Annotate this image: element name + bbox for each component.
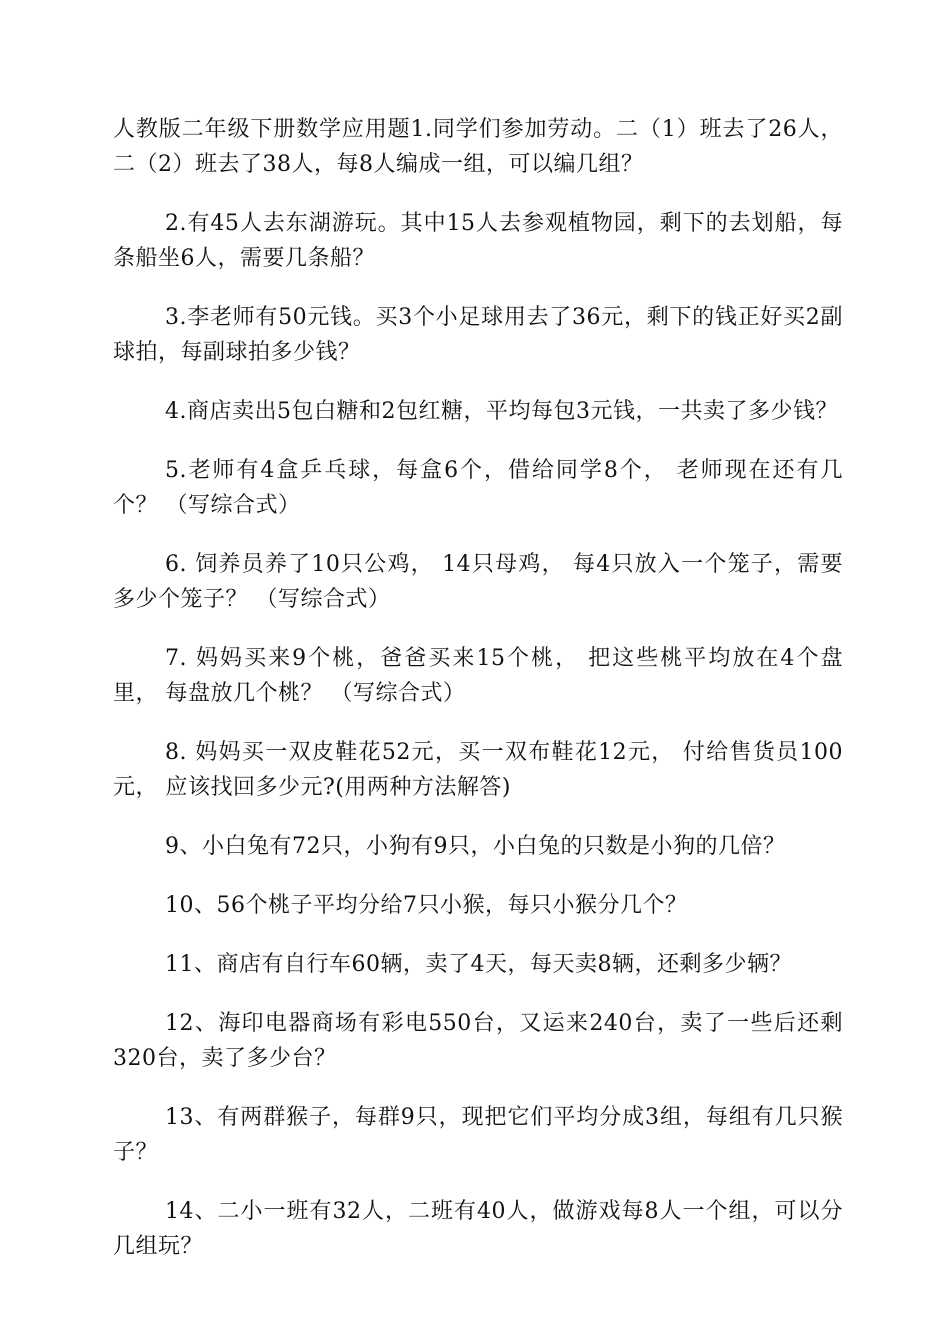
document-body [113, 112, 843, 1288]
problem-4: 4.商店卖出5包白糖和2包红糖，平均每包3元钱，一共卖了多少钱？ [165, 399, 838, 424]
problem-8: 8. 妈妈买一双皮鞋花52元，买一双布鞋花12元， 付给售货员100元， 应该找回多少元?(用两种方法解答) [113, 740, 843, 800]
problem-5: 5.老师有4盒乒乓球，每盒6个，借给同学8个， 老师现在还有几个？ （写综合式） [113, 458, 843, 518]
problem-3: 3.李老师有50元钱。买3个小足球用去了36元，剩下的钱正好买2副球拍，每副球拍多少钱？ [113, 305, 843, 365]
problem-11: 11、商店有自行车60辆，卖了4天，每天卖8辆，还剩多少辆？ [165, 952, 792, 977]
title-and-problem-1: 人教版二年级下册数学应用题1.同学们参加劳动。二（1）班去了26人，二（2）班去了38人，每8人编成一组，可以编几组？ [113, 117, 843, 177]
problem-2: 2.有45人去东湖游玩。其中15人去参观植物园，剩下的去划船，每条船坐6人，需要几条船？ [113, 211, 843, 271]
problem-9: 9、小白兔有72只，小狗有9只，小白兔的只数是小狗的几倍？ [165, 834, 786, 859]
problem-7: 7. 妈妈买来9个桃，爸爸买来15个桃， 把这些桃平均放在4个盘里， 每盘放几个桃？ （写综合式） [113, 646, 843, 706]
problem-12: 12、海印电器商场有彩电550台，又运来240台，卖了一些后还剩320台，卖了多少台？ [113, 1011, 843, 1071]
problem-13: 13、有两群猴子，每群9只，现把它们平均分成3组，每组有几只猴子？ [113, 1105, 843, 1165]
problem-14: 14、二小一班有32人，二班有40人，做游戏每8人一个组，可以分几组玩？ [113, 1199, 843, 1259]
problem-6: 6. 饲养员养了10只公鸡， 14只母鸡， 每4只放入一个笼子，需要多少个笼子？ （写综合式） [113, 552, 843, 612]
problem-10: 10、56个桃子平均分给7只小猴，每只小猴分几个？ [165, 893, 688, 918]
